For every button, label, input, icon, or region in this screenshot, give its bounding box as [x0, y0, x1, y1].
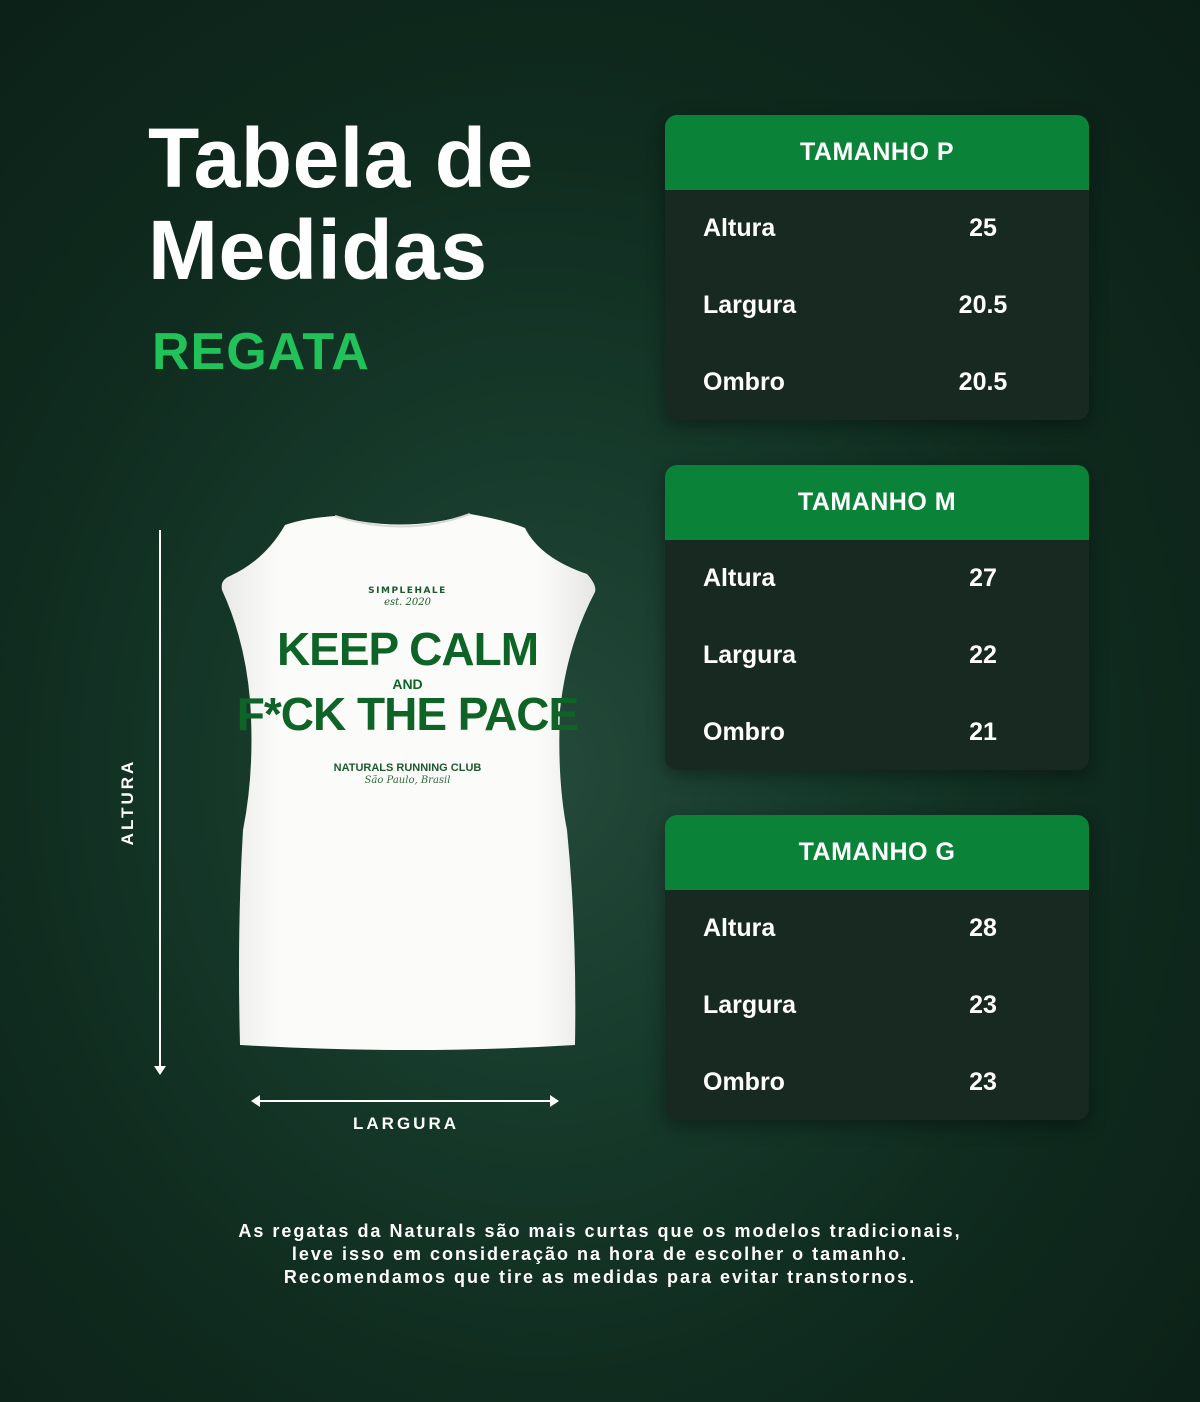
height-measure-line	[159, 530, 161, 1070]
measure-row-altura: Altura 25	[703, 214, 997, 242]
width-measure-line	[258, 1100, 552, 1102]
footer-note	[0, 1220, 1200, 1289]
print-est: est. 2020	[384, 597, 431, 608]
product-type-subtitle: REGATA	[152, 323, 370, 381]
measure-label: Largura	[703, 641, 797, 669]
measure-label: Altura	[703, 914, 776, 942]
measure-label: Ombro	[703, 718, 785, 746]
page-title	[148, 112, 534, 296]
print-club: NATURALS RUNNING CLUB	[333, 762, 482, 774]
page-title-line-2: Medidas	[148, 203, 488, 297]
print-line-1: KEEP CALM	[276, 623, 539, 675]
height-measure-label: ALTURA	[118, 758, 137, 846]
print-and: AND	[392, 676, 423, 692]
measure-row-largura: Largura 22	[703, 641, 997, 669]
measure-label: Altura	[703, 214, 776, 242]
page-title-line-1: Tabela de	[148, 111, 534, 205]
arrow-down-icon	[154, 1066, 166, 1075]
print-brand: SIMPLEHALE	[368, 586, 447, 596]
footer-line-1: As regatas da Naturals são mais curtas que os modelos tradicionais,	[238, 1221, 962, 1241]
size-card-header: TAMANHO M	[665, 465, 1089, 540]
measure-label: Altura	[703, 564, 776, 592]
size-card-header: TAMANHO P	[665, 115, 1089, 190]
print-line-2: F*CK THE PACE	[236, 688, 579, 740]
print-city: São Paulo, Brasil	[364, 775, 451, 786]
measure-row-ombro: Ombro 23	[703, 1068, 997, 1096]
measure-row-altura: Altura 27	[703, 564, 997, 592]
size-card-m	[665, 465, 1089, 770]
measure-row-ombro: Ombro 21	[703, 718, 997, 746]
arrow-right-icon	[550, 1095, 559, 1107]
arrow-left-icon	[251, 1095, 260, 1107]
measure-row-ombro: Ombro 20.5	[703, 368, 1008, 396]
measure-label: Ombro	[703, 368, 785, 396]
measure-label: Largura	[703, 991, 797, 1019]
tank-top-image	[215, 510, 600, 1055]
size-card-g	[665, 815, 1089, 1120]
measure-label: Largura	[703, 291, 797, 319]
size-card-header: TAMANHO G	[665, 815, 1089, 890]
footer-line-2: leve isso em consideração na hora de escolher o tamanho.	[291, 1244, 909, 1264]
width-measure-label: LARGURA	[353, 1114, 459, 1133]
footer-line-3: Recomendamos que tire as medidas para evitar transtornos.	[283, 1267, 917, 1287]
measure-row-largura: Largura 20.5	[703, 291, 1008, 319]
measure-row-altura: Altura 28	[703, 914, 997, 942]
measure-row-largura: Largura 23	[703, 991, 997, 1019]
size-card-p	[665, 115, 1089, 420]
measure-label: Ombro	[703, 1068, 785, 1096]
